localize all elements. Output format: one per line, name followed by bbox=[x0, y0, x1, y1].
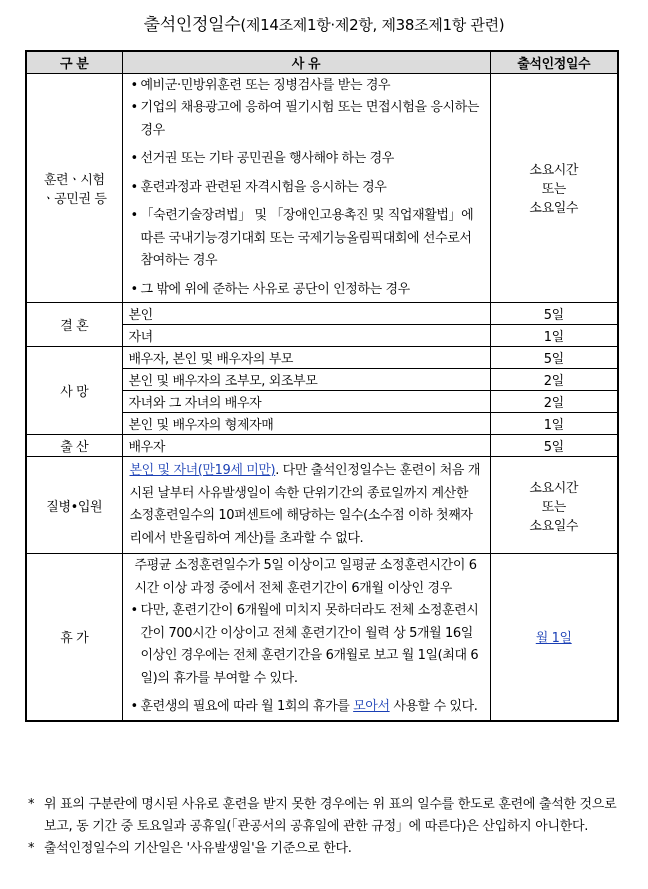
list-item: • 훈련과정과 관련된 자격시험을 응시하는 경우 bbox=[129, 177, 484, 200]
footnote: * 출석인정일수의 기산일은 '사유발생일'을 기준으로 한다. bbox=[28, 841, 352, 856]
birth-category: 출 산 bbox=[26, 435, 122, 457]
training-days: 소요시간 또는 소요일수 bbox=[490, 73, 618, 303]
gather-link[interactable]: 모아서 bbox=[353, 699, 390, 714]
death-days: 5일 bbox=[490, 347, 618, 369]
illness-text: . 다만 출석인정일수는 훈련이 처음 개시된 날부터 사유발생일이 속한 단위기간의 종료일까지 계산한 소정훈련일수의 10퍼센트에 해당하는 일수(소수점 이하 첫째자리에서 반올림하여 계산)를 초과할 수 없다. bbox=[129, 463, 480, 546]
footnote: * 위 표의 구분란에 명시된 사유로 훈련을 받지 못한 경우에는 위 표의 일수를 한도로 훈련에 출석한 것으로 보고, 동 기간 중 토요일과 공휴일(「관공서의 공휴일에 관한 규정」에 따른다)은 산입하지 아니한다. bbox=[28, 797, 617, 834]
leave-days bbox=[490, 554, 618, 721]
title-sub: (제14조제1항·제2항, 제38조제1항 관련) bbox=[240, 16, 505, 34]
marriage-reason: 본인 bbox=[122, 303, 490, 325]
death-reason: 자녀와 그 자녀의 배우자 bbox=[122, 391, 490, 413]
training-reasons bbox=[122, 73, 490, 303]
illness-reason bbox=[122, 457, 490, 554]
illness-category: 질병•입원 bbox=[26, 457, 122, 554]
list-item: • 그 밖에 위에 준하는 사유로 공단이 인정하는 경우 bbox=[129, 279, 484, 302]
birth-reason: 배우자 bbox=[122, 435, 490, 457]
illness-row bbox=[26, 457, 618, 554]
marriage-reason: 자녀 bbox=[122, 325, 490, 347]
death-days: 2일 bbox=[490, 369, 618, 391]
footnotes bbox=[28, 794, 622, 860]
leave-reasons bbox=[122, 554, 490, 721]
header-row bbox=[26, 51, 618, 73]
death-reason: 본인 및 배우자의 형제자매 bbox=[122, 413, 490, 435]
marriage-row bbox=[26, 303, 618, 325]
list-item: • 훈련생의 필요에 따라 월 1회의 휴가를 모아서 사용할 수 있다. bbox=[129, 696, 484, 719]
list-item: • 「숙련기술장려법」 및 「장애인고용촉진 및 직업재활법」에 따른 국내기능경기대회 또는 국제기능올림픽대회에 선수로서 참여하는 경우 bbox=[129, 205, 484, 273]
attendance-table bbox=[25, 50, 619, 722]
illness-link[interactable]: 본인 및 자녀(만19세 미만) bbox=[129, 463, 276, 478]
list-item: • 선거권 또는 기타 공민권을 행사해야 하는 경우 bbox=[129, 148, 484, 171]
list-item: • 다만, 훈련기간이 6개월에 미치지 못하더라도 전체 소정훈련시간이 700시간 이상이고 전체 훈련기간이 월력 상 5개월 16일 이상인 경우에는 전체 훈련기간을 6개월로 보고 월 1일(최대 6일)의 휴가를 부여할 수 있다. bbox=[129, 600, 484, 690]
death-category: 사 망 bbox=[26, 347, 122, 435]
leave-category: 휴 가 bbox=[26, 554, 122, 721]
page-title bbox=[0, 10, 648, 35]
birth-days: 5일 bbox=[490, 435, 618, 457]
list-item: 주평균 소정훈련일수가 5일 이상이고 일평균 소정훈련시간이 6시간 이상 과정 중에서 전체 훈련기간이 6개월 이상인 경우 bbox=[134, 558, 477, 596]
death-days: 2일 bbox=[490, 391, 618, 413]
title-main: 출석인정일수 bbox=[143, 15, 241, 35]
leave-row bbox=[26, 554, 618, 721]
marriage-days: 1일 bbox=[490, 325, 618, 347]
death-reason: 본인 및 배우자의 조부모, 외조부모 bbox=[122, 369, 490, 391]
marriage-days: 5일 bbox=[490, 303, 618, 325]
marriage-category: 결 혼 bbox=[26, 303, 122, 347]
death-reason: 배우자, 본인 및 배우자의 부모 bbox=[122, 347, 490, 369]
training-row bbox=[26, 73, 618, 303]
header-days: 출석인정일수 bbox=[490, 51, 618, 73]
death-row bbox=[26, 347, 618, 369]
header-category: 구 분 bbox=[26, 51, 122, 73]
list-item: • 기업의 채용광고에 응하여 필기시험 또는 면접시험을 응시하는 경우 bbox=[129, 97, 484, 142]
training-category: 훈련ㆍ시험 ㆍ공민권 등 bbox=[26, 73, 122, 303]
birth-row bbox=[26, 435, 618, 457]
list-item: • 예비군·민방위훈련 또는 징병검사를 받는 경우 bbox=[129, 75, 484, 98]
leave-days-link[interactable]: 월 1일 bbox=[535, 631, 572, 647]
header-reason: 사 유 bbox=[122, 51, 490, 73]
illness-days: 소요시간 또는 소요일수 bbox=[490, 457, 618, 554]
death-days: 1일 bbox=[490, 413, 618, 435]
